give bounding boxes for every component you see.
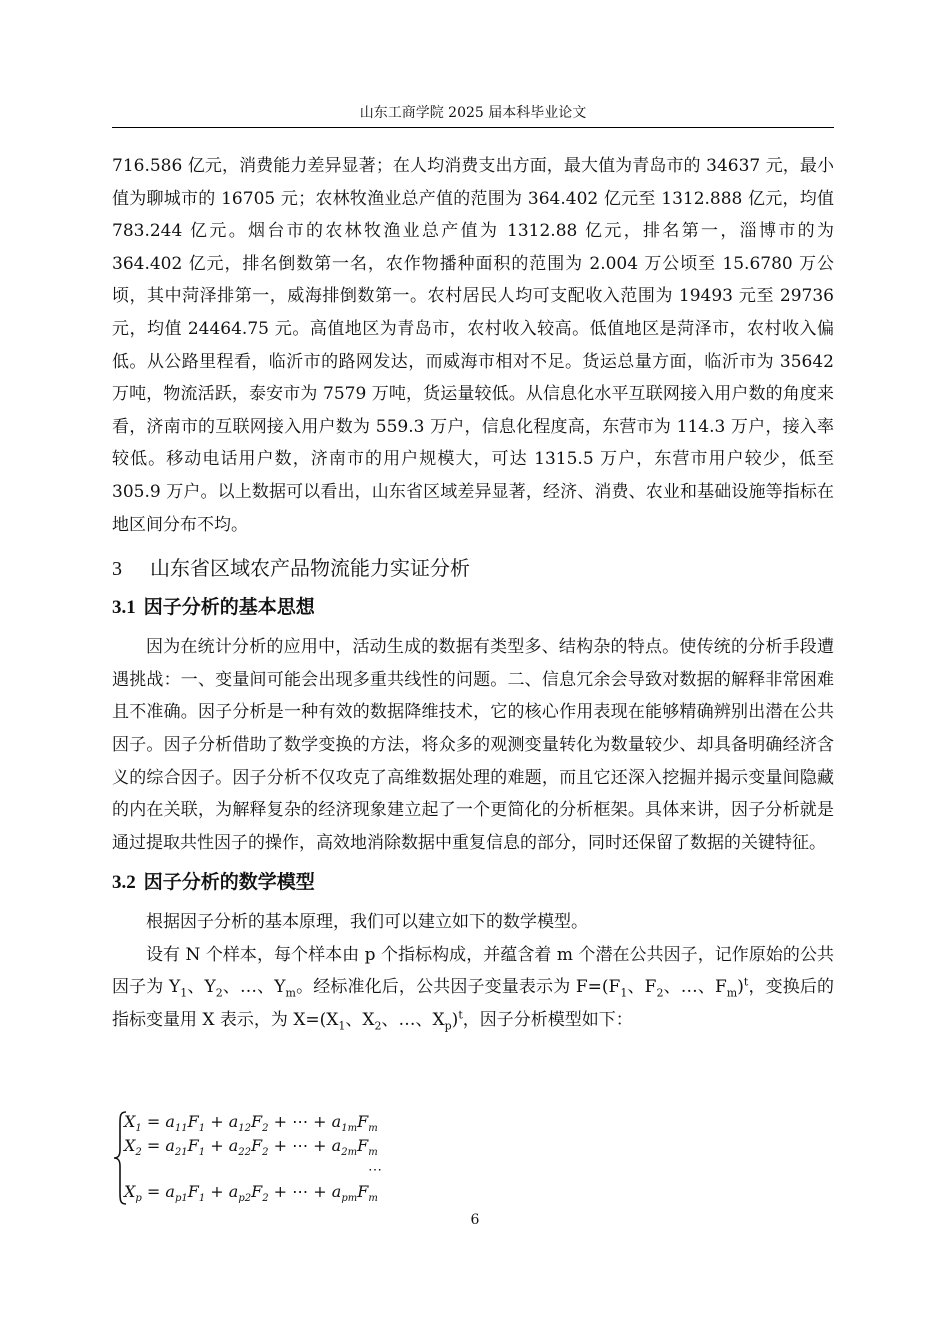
chapter-heading xyxy=(112,553,834,584)
chapter-title: 山东省区域农产品物流能力实证分析 xyxy=(150,556,470,581)
section-heading-3-2 xyxy=(112,867,834,898)
section-title: 因子分析的基本思想 xyxy=(143,596,315,619)
section-heading-3-1 xyxy=(112,592,834,623)
equation-ellipsis: ⋯ xyxy=(368,1162,382,1178)
equation-row-2: $X_2 = a_{21}F_1 + a_{22}F_2$ + ⋯ + $a_{2m}F_m$ xyxy=(124,1136,378,1159)
paragraph-3: 根据因子分析的基本原理，我们可以建立如下的数学模型。 xyxy=(146,912,588,933)
paragraph-1: 716.586 亿元，消费能力差异显著；在人均消费支出方面，最大值为青岛市的 34637 元，最小值为聊城市的 16705 元；农林牧渔业总产值的范围为 364.402 亿元至 1312.888 亿元，均值 783.244 亿元。烟台市的农林牧渔业总产值为 1312.88 亿元，排名第一，淄博市的为 364.402 亿元，排名倒数第一名，农作物播种面积的范围为 2.004 万公顷至 15.6780 万公顷，其中菏泽排第一，威海排倒数第一。农村居民人均可支配收入范围为 19493 元至 29736 元，均值 24464.75 元。高值地区为青岛市，农村收入较高。低值地区是菏泽市，农村收入偏低。从公路里程看，临沂市的路网发达，而威海市相对不足。货运总量方面，临沂市为 35642 万吨，物流活跃，泰安市为 7579 万吨，货运量较低。从信息化水平互联网接入用户数的角度来看，济南市的互联网接入用户数为 559.3 万户，信息化程度高，东营市为 114.3 万户，接入率较低。移动电话用户数，济南市的用户规模大，可达 1315.5 万户，东营市用户较少，低至 305.9 万户。以上数据可以看出，山东省区域差异显著，经济、消费、农业和基础设施等指标在地区间分布不均。 xyxy=(112,156,834,535)
factor-model-equation xyxy=(112,1110,532,1206)
paragraph-4: 设有 N 个样本，每个样本由 p 个指标构成，并蕴含着 m 个潜在公共因子，记作原始的公共因子为 $Y_1$、$Y_2$、…、$Y_m$。经标准化后，公共因子变量表示为 $F=(F_1$、$F_2$、…、$F_m)^t$，变换后的指标变量用 X 表示，为 $X=(X_1$、$X_2$、…、$X_p)^t$，因子分析模型如下： xyxy=(112,944,834,1033)
body-text xyxy=(112,150,834,1037)
section-title: 因子分析的数学模型 xyxy=(143,871,315,894)
page-number: 6 xyxy=(470,1212,480,1228)
equation-row-3: $X_p = a_{p1}F_1 + a_{p2}F_2$ + ⋯ + $a_{pm}F_m$ xyxy=(124,1182,378,1205)
section-number: 3.1 xyxy=(112,597,136,619)
equation-row-1: $X_1 = a_{11}F_1 + a_{12}F_2$ + ⋯ + $a_{1m}F_m$ xyxy=(124,1112,378,1135)
section-number: 3.2 xyxy=(112,872,136,894)
chapter-number: 3 xyxy=(112,558,122,581)
paragraph-2: 因为在统计分析的应用中，活动生成的数据有类型多、结构杂的特点。使传统的分析手段遭遇挑战：一、变量间可能会出现多重共线性的问题。二、信息冗余会导致对数据的解释非常困难且不准确。因子分析是一种有效的数据降维技术，它的核心作用表现在能够精确辨别出潜在公共因子。因子分析借助了数学变换的方法，将众多的观测变量转化为数量较少、却具备明确经济含义的综合因子。因子分析不仅攻克了高维数据处理的难题，而且它还深入挖掘并揭示变量间隐藏的内在关联，为解释复杂的经济现象建立起了一个更简化的分析框架。具体来讲，因子分析就是通过提取共性因子的操作，高效地消除数据中重复信息的部分，同时还保留了数据的关键特征。 xyxy=(112,637,834,853)
page-header: 山东工商学院 2025 届本科毕业论文 xyxy=(359,105,587,121)
header-rule xyxy=(112,127,834,128)
